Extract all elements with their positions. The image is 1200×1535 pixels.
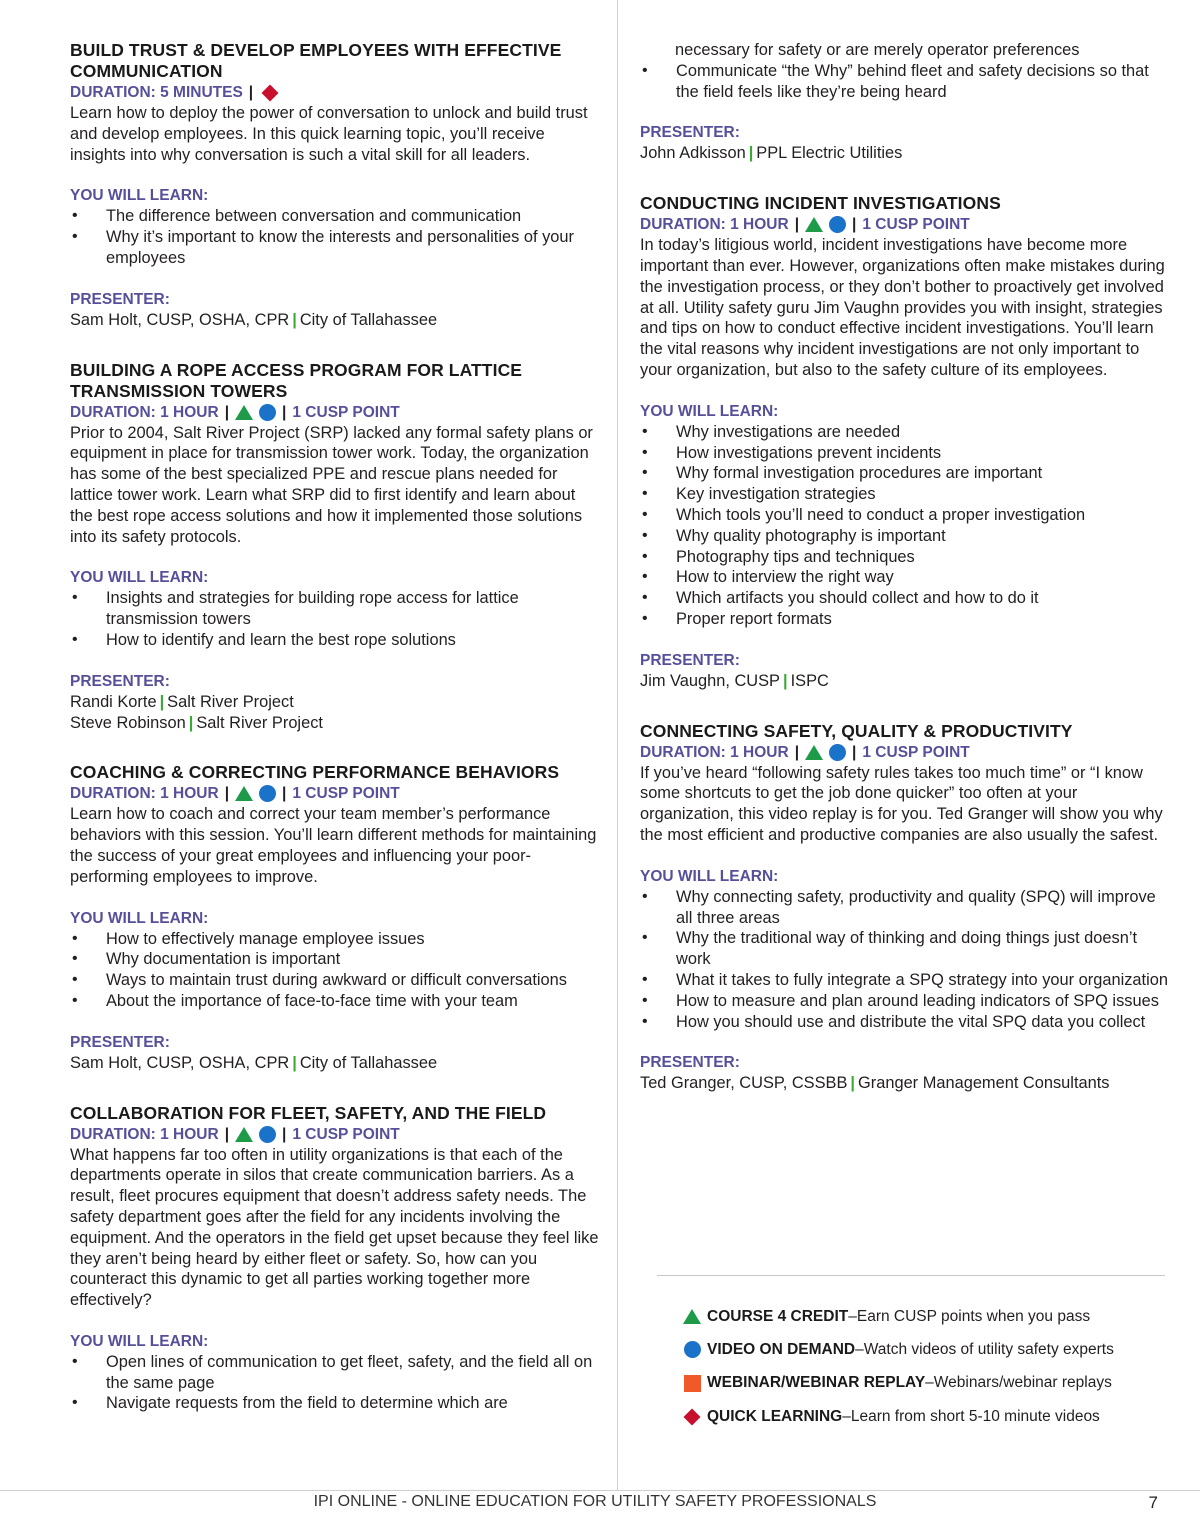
presenter-bar: | (850, 1074, 856, 1093)
course-collaboration-continued (640, 40, 1170, 164)
presenter-name: Ted Granger, CUSP, CSSBB (640, 1074, 848, 1093)
separator: | (282, 403, 287, 421)
learn-list (70, 1352, 600, 1414)
duration-label: DURATION: 1 HOUR (70, 403, 219, 421)
legend-label: COURSE 4 CREDIT (707, 1307, 849, 1325)
presenter-org: Salt River Project (196, 713, 323, 732)
format-legend (677, 1300, 1177, 1433)
credit-label: 1 CUSP POINT (862, 216, 970, 234)
course-title: BUILDING A ROPE ACCESS PROGRAM FOR LATTICE TRANSMISSION TOWERS (70, 359, 523, 401)
red-diamond-icon (684, 1408, 701, 1425)
right-column (640, 40, 1170, 1123)
legend-label: VIDEO ON DEMAND (707, 1340, 856, 1358)
course-build-trust (70, 40, 600, 331)
legend-icon (677, 1411, 707, 1423)
list-item: • Why the traditional way of thinking and doing things just doesn’t work (640, 928, 1170, 970)
course-title: CONDUCTING INCIDENT INVESTIGATIONS (640, 193, 1001, 214)
list-item: • What it takes to fully integrate a SPQ strategy into your organization (640, 970, 1170, 991)
list-item: • Why connecting safety, productivity and quality (SPQ) will improve all three areas (640, 887, 1170, 929)
course-rope-access (70, 360, 600, 734)
presenter-line (70, 692, 600, 713)
separator: | (282, 785, 287, 803)
separator: | (224, 403, 230, 421)
green-triangle-icon (805, 217, 823, 232)
list-item: • How to measure and plan around leading indicators of SPQ issues (640, 991, 1170, 1012)
format-icons (235, 404, 276, 421)
green-triangle-icon (235, 786, 253, 801)
credit-label: 1 CUSP POINT (292, 403, 400, 421)
list-item: • Why quality photography is important (640, 526, 1170, 547)
learn-heading: YOU WILL LEARN: (70, 187, 209, 205)
learn-heading: YOU WILL LEARN: (70, 569, 209, 587)
legend-desc: Webinars/webinar replays (933, 1374, 1112, 1392)
presenter-line (640, 671, 1170, 692)
list-item: • How to interview the right way (640, 567, 1170, 588)
list-item: • About the importance of face-to-face time with your team (70, 991, 600, 1012)
credit-label: 1 CUSP POINT (292, 1125, 400, 1143)
list-item: • How investigations prevent incidents (640, 443, 1170, 464)
presenter-line (70, 713, 600, 734)
list-item: • Insights and strategies for building rope access for lattice transmission towers (70, 588, 600, 630)
presenter-name: Randi Korte (70, 692, 157, 711)
learn-heading: YOU WILL LEARN: (640, 402, 779, 420)
legend-icon (677, 1375, 707, 1392)
list-item: • Which tools you’ll need to conduct a proper investigation (640, 505, 1170, 526)
separator: | (852, 216, 857, 234)
presenter-name: Steve Robinson (70, 713, 186, 732)
list-item: • Ways to maintain trust during awkward or difficult conversations (70, 970, 600, 991)
green-triangle-icon (805, 745, 823, 760)
duration-label: DURATION: 1 HOUR (70, 785, 219, 803)
list-item-continuation: necessary for safety or are merely operator preferences (675, 41, 1080, 59)
learn-heading: YOU WILL LEARN: (640, 867, 779, 885)
learn-list (640, 61, 1170, 103)
separator: | (794, 743, 800, 761)
course-description: What happens far too often in utility organizations is that each of the departments operate in silos that create communication barriers. As a result, fleet procures equipment that doesn’t address safety needs. The safety department goes after the field for any incidents involving the equipment. And the operators in the field get upset because they feel like they aren’t being heard by either fleet or safety. So, how can you counteract this dynamic to get all parties working together more effectively? (70, 1145, 599, 1310)
course-description: Learn how to coach and correct your team member’s performance behaviors with this session. You’ll learn different methods for maintaining the success of your great employees and influencing your poor-performing employees to improve. (70, 805, 597, 886)
presenter-org: Granger Management Consultants (858, 1074, 1110, 1093)
legend-desc: Earn CUSP points when you pass (856, 1307, 1091, 1325)
legend-dash: – (925, 1374, 934, 1392)
presenter-line (70, 310, 600, 331)
course-meta (70, 783, 600, 804)
presenter-bar: | (782, 671, 788, 690)
page-footer: IPI ONLINE - ONLINE EDUCATION FOR UTILITY SAFETY PROFESSIONALS (313, 1493, 877, 1510)
presenter-bar: | (188, 713, 194, 732)
list-item: • Which artifacts you should collect and how to do it (640, 588, 1170, 609)
legend-icon (677, 1341, 707, 1358)
presenter-org: PPL Electric Utilities (756, 144, 903, 163)
course-connecting-safety (640, 721, 1170, 1095)
presenter-org: ISPC (790, 671, 829, 690)
course-meta (70, 402, 600, 423)
learn-list (70, 588, 600, 650)
course-meta (70, 1124, 600, 1145)
red-diamond-icon (262, 84, 279, 101)
presenter-org: City of Tallahassee (299, 1053, 438, 1072)
green-triangle-icon (235, 405, 253, 420)
learn-list (640, 422, 1170, 630)
presenter-heading: PRESENTER: (640, 651, 740, 669)
presenter-org: City of Tallahassee (299, 310, 438, 329)
list-item: • How to identify and learn the best rope solutions (70, 630, 600, 651)
legend-dash: – (842, 1407, 851, 1425)
list-item: • How you should use and distribute the vital SPQ data you collect (640, 1012, 1170, 1033)
legend-item-webinar (677, 1367, 1177, 1400)
course-description: Learn how to deploy the power of conversation to unlock and build trust and develop employees. In this quick learning topic, you’ll receive insights into why conversation is such a vital skill for all leaders. (70, 104, 588, 164)
column-divider (617, 0, 618, 1490)
page-number: 7 (1148, 1493, 1158, 1512)
credit-label: 1 CUSP POINT (292, 785, 400, 803)
format-icons (235, 1126, 276, 1143)
duration-label: DURATION: 5 MINUTES (70, 84, 243, 101)
course-title: COACHING & CORRECTING PERFORMANCE BEHAVIORS (70, 762, 560, 783)
separator: | (224, 1125, 230, 1143)
list-item: • Open lines of communication to get fleet, safety, and the field all on the same page (70, 1352, 600, 1394)
presenter-bar: | (292, 310, 297, 329)
legend-desc: Watch videos of utility safety experts (863, 1340, 1114, 1358)
legend-divider (657, 1275, 1165, 1276)
presenter-name: John Adkisson (640, 144, 746, 163)
legend-item-video-on-demand (677, 1333, 1177, 1366)
presenter-name: Sam Holt, CUSP, OSHA, CPR (70, 1053, 290, 1072)
presenter-name: Sam Holt, CUSP, OSHA, CPR (70, 310, 290, 329)
list-item: • Why formal investigation procedures are important (640, 463, 1170, 484)
course-meta (640, 742, 1170, 763)
separator: | (852, 743, 857, 761)
learn-list (640, 887, 1170, 1033)
course-meta (640, 214, 1170, 235)
presenter-heading: PRESENTER: (70, 290, 170, 308)
course-description: Prior to 2004, Salt River Project (SRP) lacked any formal safety plans or equipment in place for transmission tower work. Today, the organization has some of the best specialized PPE and rescue plans needed for lattice tower work. Learn what SRP did to first identify and learn about the best rope access solutions and how it implemented those solutions into its safety protocols. (70, 423, 593, 546)
duration-label: DURATION: 1 HOUR (640, 743, 789, 761)
footer-divider (0, 1490, 1200, 1491)
list-item: • Photography tips and techniques (640, 547, 1170, 568)
course-meta (70, 82, 600, 103)
blue-circle-icon (259, 1126, 276, 1143)
learn-heading: YOU WILL LEARN: (70, 1332, 209, 1350)
duration-label: DURATION: 1 HOUR (640, 216, 789, 234)
learn-heading: YOU WILL LEARN: (70, 909, 209, 927)
learn-list (70, 206, 600, 268)
blue-circle-icon (684, 1341, 701, 1358)
presenter-line (640, 143, 1170, 164)
blue-circle-icon (829, 744, 846, 761)
duration-label: DURATION: 1 HOUR (70, 1125, 219, 1143)
legend-label: WEBINAR/WEBINAR REPLAY (707, 1374, 926, 1392)
format-icons (235, 785, 276, 802)
green-triangle-icon (235, 1127, 253, 1142)
list-item: • How to effectively manage employee issues (70, 929, 600, 950)
list-item: • Why investigations are needed (640, 422, 1170, 443)
format-icons (805, 744, 846, 761)
separator: | (282, 1125, 287, 1143)
presenter-bar: | (159, 692, 165, 711)
presenter-heading: PRESENTER: (640, 124, 740, 142)
list-item: • Proper report formats (640, 609, 1170, 630)
green-triangle-icon (683, 1309, 701, 1324)
list-item: • Why it’s important to know the interests and personalities of your employees (70, 227, 600, 269)
presenter-heading: PRESENTER: (640, 1054, 740, 1072)
separator: | (224, 785, 230, 803)
format-icons (805, 216, 846, 233)
legend-dash: – (855, 1340, 864, 1358)
course-coaching (70, 762, 600, 1073)
course-incident-investigations (640, 193, 1170, 691)
presenter-name: Jim Vaughn, CUSP (640, 671, 780, 690)
credit-label: 1 CUSP POINT (862, 743, 970, 761)
legend-label: QUICK LEARNING (707, 1407, 843, 1425)
course-description: In today’s litigious world, incident investigations have become more important than ever. However, organizations often make mistakes during the investigation process, or they don’t bother to proactively get involved at all. Utility safety guru Jim Vaughn provides you with insight, strategies and tips on how to conduct effective incident investigations. You’ll learn the vital reasons why incident investigations are not only important to your organization, but also to the safety culture of its employees. (640, 236, 1165, 379)
separator: | (794, 216, 800, 234)
blue-circle-icon (829, 216, 846, 233)
presenter-line (640, 1073, 1170, 1094)
course-title: COLLABORATION FOR FLEET, SAFETY, AND THE FIELD (70, 1102, 547, 1123)
course-title: BUILD TRUST & DEVELOP EMPLOYEES WITH EFFECTIVE COMMUNICATION (70, 40, 562, 81)
course-title: CONNECTING SAFETY, QUALITY & PRODUCTIVITY (640, 720, 1073, 741)
legend-desc: Learn from short 5-10 minute videos (850, 1407, 1100, 1425)
separator: | (248, 84, 254, 101)
list-item: • Communicate “the Why” behind fleet and safety decisions so that the field feels like they’re being heard (640, 61, 1170, 103)
presenter-heading: PRESENTER: (70, 672, 170, 690)
presenter-org: Salt River Project (167, 692, 294, 711)
legend-item-course-credit (677, 1300, 1177, 1333)
presenter-line (70, 1053, 600, 1074)
list-item: • Navigate requests from the field to determine which are (70, 1393, 600, 1414)
blue-circle-icon (259, 785, 276, 802)
learn-list (70, 929, 600, 1012)
blue-circle-icon (259, 404, 276, 421)
presenter-bar: | (748, 144, 754, 163)
list-item: • Why documentation is important (70, 949, 600, 970)
orange-square-icon (684, 1375, 701, 1392)
list-item: • Key investigation strategies (640, 484, 1170, 505)
presenter-bar: | (292, 1053, 297, 1072)
presenter-heading: PRESENTER: (70, 1033, 170, 1051)
list-item: • The difference between conversation and communication (70, 206, 600, 227)
legend-dash: – (848, 1307, 857, 1325)
left-column (70, 40, 600, 1443)
legend-item-quick-learning (677, 1400, 1177, 1433)
course-description: If you’ve heard “following safety rules takes too much time” or “I know some shortcuts to get the job done quicker” too often at your organization, this video replay is for you. Ted Granger will show you why the most efficient and productive companies are also usually the safest. (640, 763, 1163, 844)
course-collaboration (70, 1103, 600, 1415)
legend-icon (677, 1309, 707, 1324)
